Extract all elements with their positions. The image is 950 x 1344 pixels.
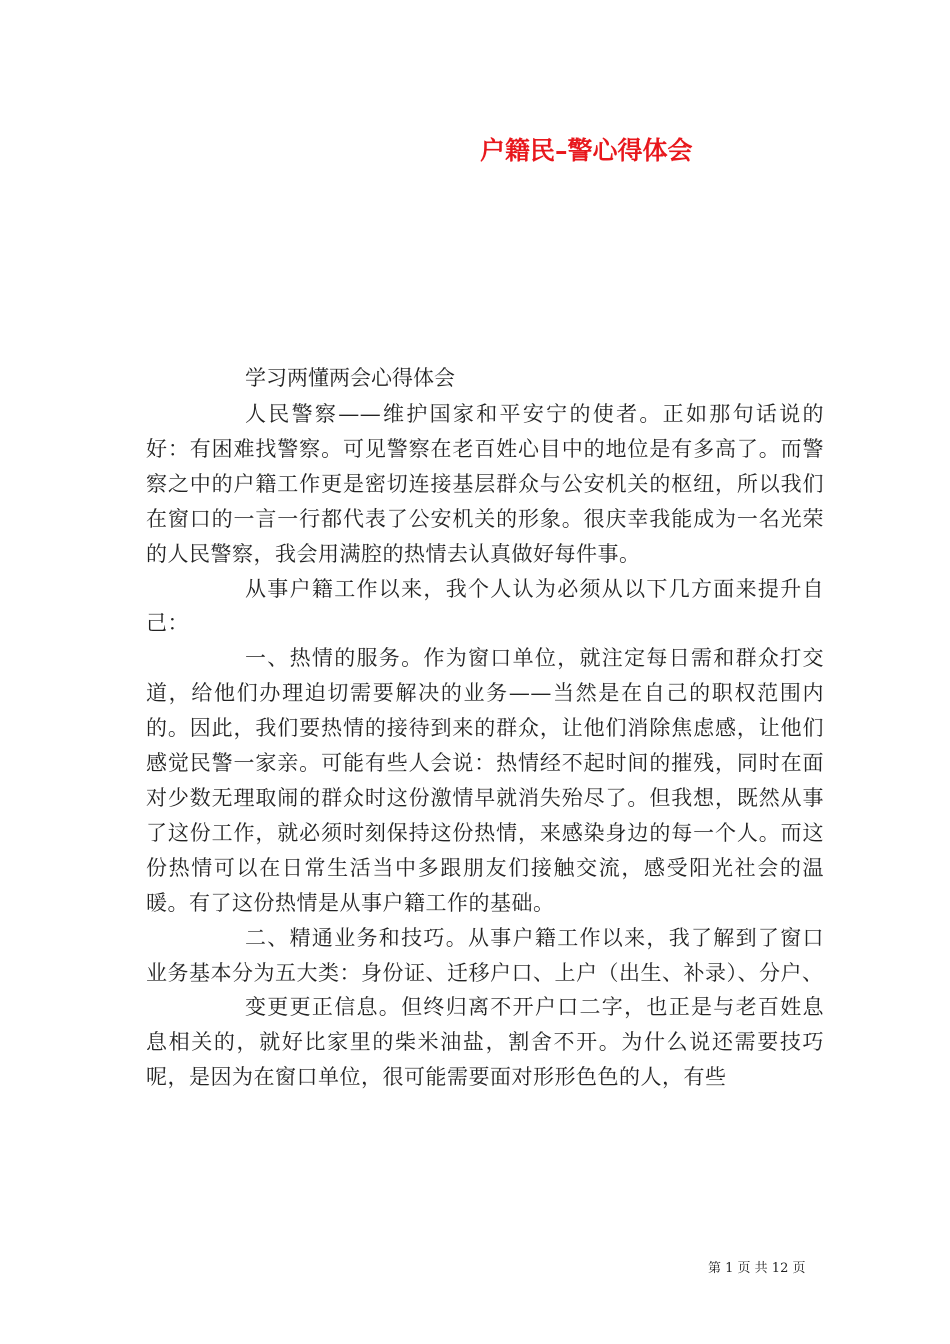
- document-title: 户籍民–警心得体会: [480, 136, 693, 165]
- page-number-footer: 第 1 页 共 12 页: [708, 1261, 806, 1276]
- paragraph: 二、精通业务和技巧。从事户籍工作以来，我了解到了窗口业务基本分为五大类：身份证、迁移户口、上户（出生、补录）、分户、: [146, 925, 824, 985]
- paragraph: 从事户籍工作以来，我个人认为必须从以下几方面来提升自己：: [146, 576, 824, 636]
- document-subtitle: 学习两懂两会心得体会: [245, 366, 455, 390]
- document-body: [146, 397, 824, 1095]
- paragraph: 人民警察——维护国家和平安宁的使者。正如那句话说的好：有困难找警察。可见警察在老百姓心目中的地位是有多高了。而警察之中的户籍工作更是密切连接基层群众与公安机关的枢纽，所以我们在窗口的一言一行都代表了公安机关的形象。很庆幸我能成为一名光荣的人民警察，我会用满腔的热情去认真做好每件事。: [146, 402, 824, 566]
- paragraph: 变更更正信息。但终归离不开户口二字，也正是与老百姓息息相关的，就好比家里的柴米油盐，割舍不开。为什么说还需要技巧呢，是因为在窗口单位，很可能需要面对形形色色的人，有些: [146, 995, 824, 1090]
- paragraph: 一、热情的服务。作为窗口单位，就注定每日需和群众打交道，给他们办理迫切需要解决的业务——当然是在自己的职权范围内的。因此，我们要热情的接待到来的群众，让他们消除焦虑感，让他们感觉民警一家亲。可能有些人会说：热情经不起时间的摧残，同时在面对少数无理取闹的群众时这份激情早就消失殆尽了。但我想，既然从事了这份工作，就必须时刻保持这份热情，来感染身边的每一个人。而这份热情可以在日常生活当中多跟朋友们接触交流，感受阳光社会的温暖。有了这份热情是从事户籍工作的基础。: [146, 646, 824, 915]
